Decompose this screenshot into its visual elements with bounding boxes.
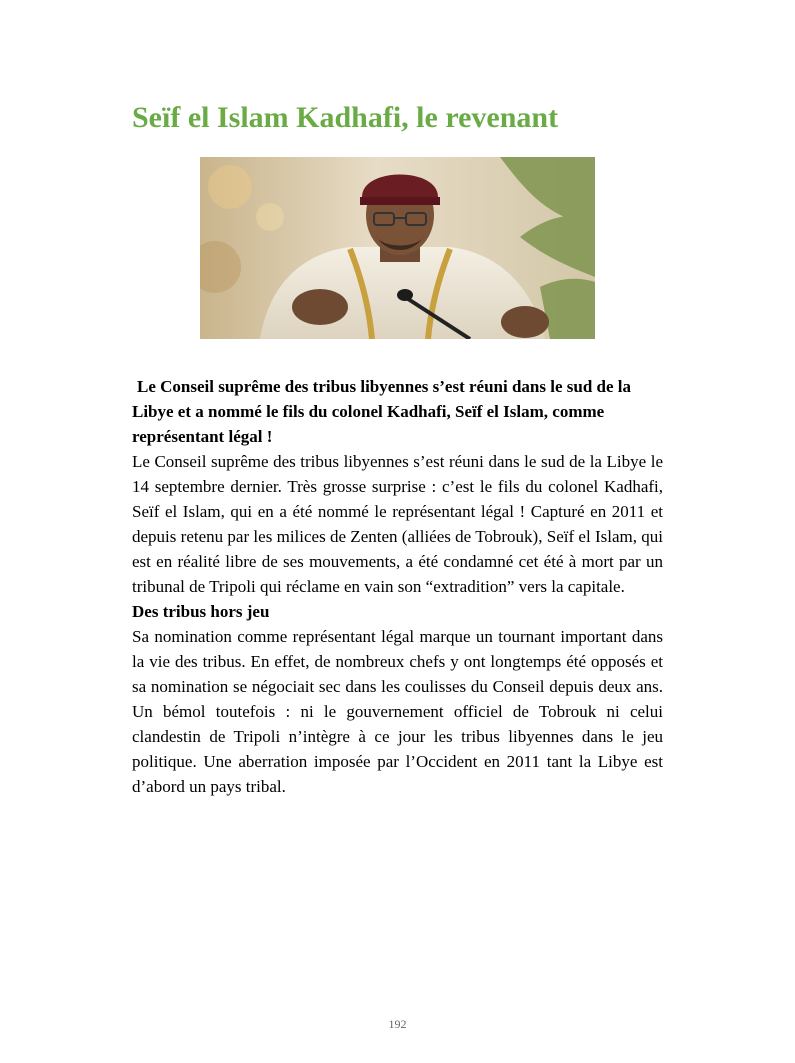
article-photo [200,157,595,339]
page-number: 192 [388,1017,407,1031]
article-paragraph-1: Le Conseil suprême des tribus libyennes s’est réuni dans le sud de la Libye le 14 septembre dernier. Très grosse surprise : c’est le fils du colonel Kadhafi, Seïf el Islam, qui en a été nommé le représentant légal ! Capturé en 2011 et depuis retenu par les milices de Zenten (alliées de Tobrouk), Seïf el Islam, qui est en réalité libre de ses mouvements, a été condamné cet été à mort par un tribunal de Tripoli qui réclame en vain son “extradition” vers la capitale. [132,452,663,596]
article-body [132,374,663,799]
page-title: Seïf el Islam Kadhafi, le revenant [132,101,559,134]
article-lede: Le Conseil suprême des tribus libyennes s’est réuni dans le sud de la Libye et a nommé le fils du colonel Kadhafi, Seïf el Islam, comme représentant légal ! [132,377,631,446]
article-subheading: Des tribus hors jeu [132,602,270,621]
article-paragraph-2: Sa nomination comme représentant légal marque un tournant important dans la vie des tribus. En effet, de nombreux chefs y ont longtemps été opposés et sa nomination se négociait sec dans les coulisses du Conseil depuis deux ans. Un bémol toutefois : ni le gouvernement officiel de Tobrouk ni celui clandestin de Tripoli n’intègre à ce jour les tribus libyennes dans le jeu politique. Une aberration imposée par l’Occident en 2011 tant la Libye est d’abord un pays tribal. [132,627,663,796]
